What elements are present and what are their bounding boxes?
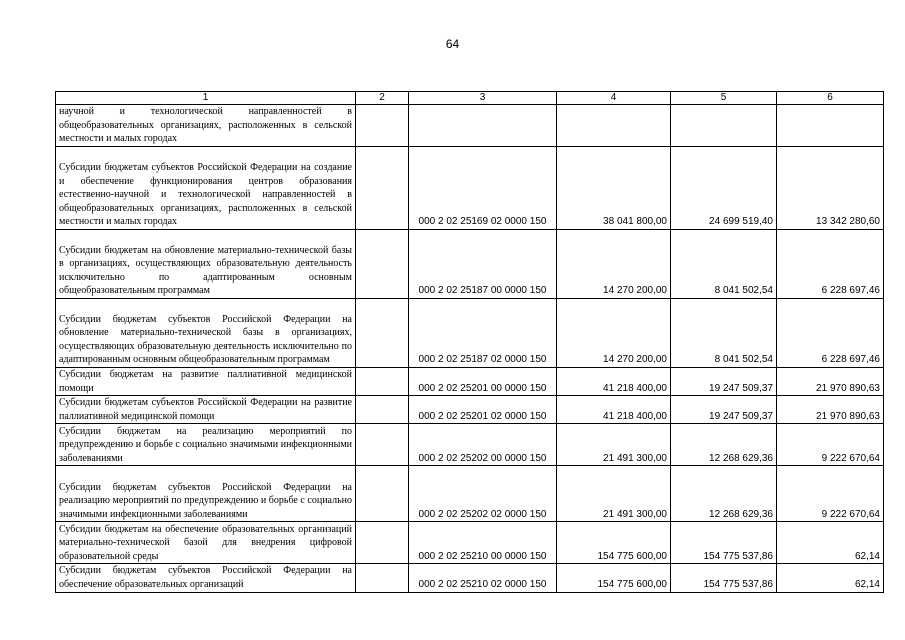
- row-plan: 14 270 200,00: [557, 299, 671, 368]
- row-col2: [356, 396, 409, 424]
- budget-table: [55, 91, 884, 593]
- row-plan: 14 270 200,00: [557, 230, 671, 299]
- row-exec: 154 775 537,86: [671, 522, 777, 564]
- row-exec: 8 041 502,54: [671, 230, 777, 299]
- row-rest: 62,14: [777, 564, 884, 592]
- row-code: [409, 105, 557, 147]
- table-row: [56, 396, 884, 424]
- row-name: Субсидии бюджетам на обновление материально-технической базы в организациях, осуществляющих образовательную деятельность исключительно по адаптированным основным общеобразовательным программам: [56, 230, 356, 299]
- row-name: Субсидии бюджетам субъектов Российской Федерации на реализацию мероприятий по предупреждению и борьбе с социально значимыми инфекционными заболеваниями: [56, 466, 356, 522]
- row-code: 000 2 02 25202 02 0000 150: [409, 466, 557, 522]
- row-plan: 41 218 400,00: [557, 396, 671, 424]
- row-name: Субсидии бюджетам субъектов Российской Федерации на обеспечение образовательных организаций: [56, 564, 356, 592]
- row-code: 000 2 02 25202 00 0000 150: [409, 424, 557, 466]
- row-plan: 154 775 600,00: [557, 522, 671, 564]
- table-row: [56, 147, 884, 230]
- row-col2: [356, 105, 409, 147]
- row-col2: [356, 368, 409, 396]
- row-code: 000 2 02 25169 02 0000 150: [409, 147, 557, 230]
- row-exec: 19 247 509,37: [671, 396, 777, 424]
- column-number: 1: [56, 92, 356, 105]
- row-rest: 21 970 890,63: [777, 396, 884, 424]
- column-number: 5: [671, 92, 777, 105]
- row-rest: 6 228 697,46: [777, 230, 884, 299]
- row-col2: [356, 299, 409, 368]
- row-exec: 19 247 509,37: [671, 368, 777, 396]
- row-exec: [671, 105, 777, 147]
- row-name: научной и технологической направленностей в общеобразовательных организациях, расположенных в сельской местности и малых городах: [56, 105, 356, 147]
- row-code: 000 2 02 25187 02 0000 150: [409, 299, 557, 368]
- row-rest: [777, 105, 884, 147]
- row-name: Субсидии бюджетам на реализацию мероприятий по предупреждению и борьбе с социально значимыми инфекционными заболеваниями: [56, 424, 356, 466]
- row-col2: [356, 522, 409, 564]
- row-exec: 24 699 519,40: [671, 147, 777, 230]
- row-code: 000 2 02 25187 00 0000 150: [409, 230, 557, 299]
- row-plan: [557, 105, 671, 147]
- row-col2: [356, 424, 409, 466]
- row-exec: 12 268 629,36: [671, 466, 777, 522]
- row-rest: 21 970 890,63: [777, 368, 884, 396]
- table-row: [56, 424, 884, 466]
- row-plan: 21 491 300,00: [557, 424, 671, 466]
- page-number: 64: [445, 37, 460, 51]
- table-row: [56, 299, 884, 368]
- row-plan: 154 775 600,00: [557, 564, 671, 592]
- row-code: 000 2 02 25201 02 0000 150: [409, 396, 557, 424]
- row-col2: [356, 466, 409, 522]
- row-exec: 12 268 629,36: [671, 424, 777, 466]
- table-row: [56, 522, 884, 564]
- table-row: [56, 564, 884, 592]
- row-rest: 9 222 670,64: [777, 466, 884, 522]
- row-code: 000 2 02 25210 02 0000 150: [409, 564, 557, 592]
- table-row: [56, 368, 884, 396]
- column-number-row: [56, 92, 884, 105]
- row-code: 000 2 02 25210 00 0000 150: [409, 522, 557, 564]
- row-rest: 6 228 697,46: [777, 299, 884, 368]
- column-number: 2: [356, 92, 409, 105]
- row-name: Субсидии бюджетам на обеспечение образовательных организаций материально-технической базой для внедрения цифровой образовательной среды: [56, 522, 356, 564]
- row-col2: [356, 230, 409, 299]
- row-plan: 38 041 800,00: [557, 147, 671, 230]
- row-col2: [356, 147, 409, 230]
- table-row: [56, 105, 884, 147]
- row-exec: 8 041 502,54: [671, 299, 777, 368]
- row-rest: 13 342 280,60: [777, 147, 884, 230]
- row-rest: 62,14: [777, 522, 884, 564]
- row-name: Субсидии бюджетам субъектов Российской Федерации на развитие паллиативной медицинской помощи: [56, 396, 356, 424]
- column-number: 3: [409, 92, 557, 105]
- row-exec: 154 775 537,86: [671, 564, 777, 592]
- row-name: Субсидии бюджетам субъектов Российской Федерации на обновление материально-технической базы в организациях, осуществляющих образовательную деятельность исключительно по адаптированным основным общеобразовательным программам: [56, 299, 356, 368]
- column-number: 6: [777, 92, 884, 105]
- table-row: [56, 230, 884, 299]
- row-name: Субсидии бюджетам на развитие паллиативной медицинской помощи: [56, 368, 356, 396]
- row-plan: 41 218 400,00: [557, 368, 671, 396]
- row-code: 000 2 02 25201 00 0000 150: [409, 368, 557, 396]
- row-name: Субсидии бюджетам субъектов Российской Федерации на создание и обеспечение функционирования центров образования естественно-научной и технологической направленностей в общеобразовательных организациях, расположенных в сельской местности и малых городах: [56, 147, 356, 230]
- column-number: 4: [557, 92, 671, 105]
- row-col2: [356, 564, 409, 592]
- row-rest: 9 222 670,64: [777, 424, 884, 466]
- table-row: [56, 466, 884, 522]
- row-plan: 21 491 300,00: [557, 466, 671, 522]
